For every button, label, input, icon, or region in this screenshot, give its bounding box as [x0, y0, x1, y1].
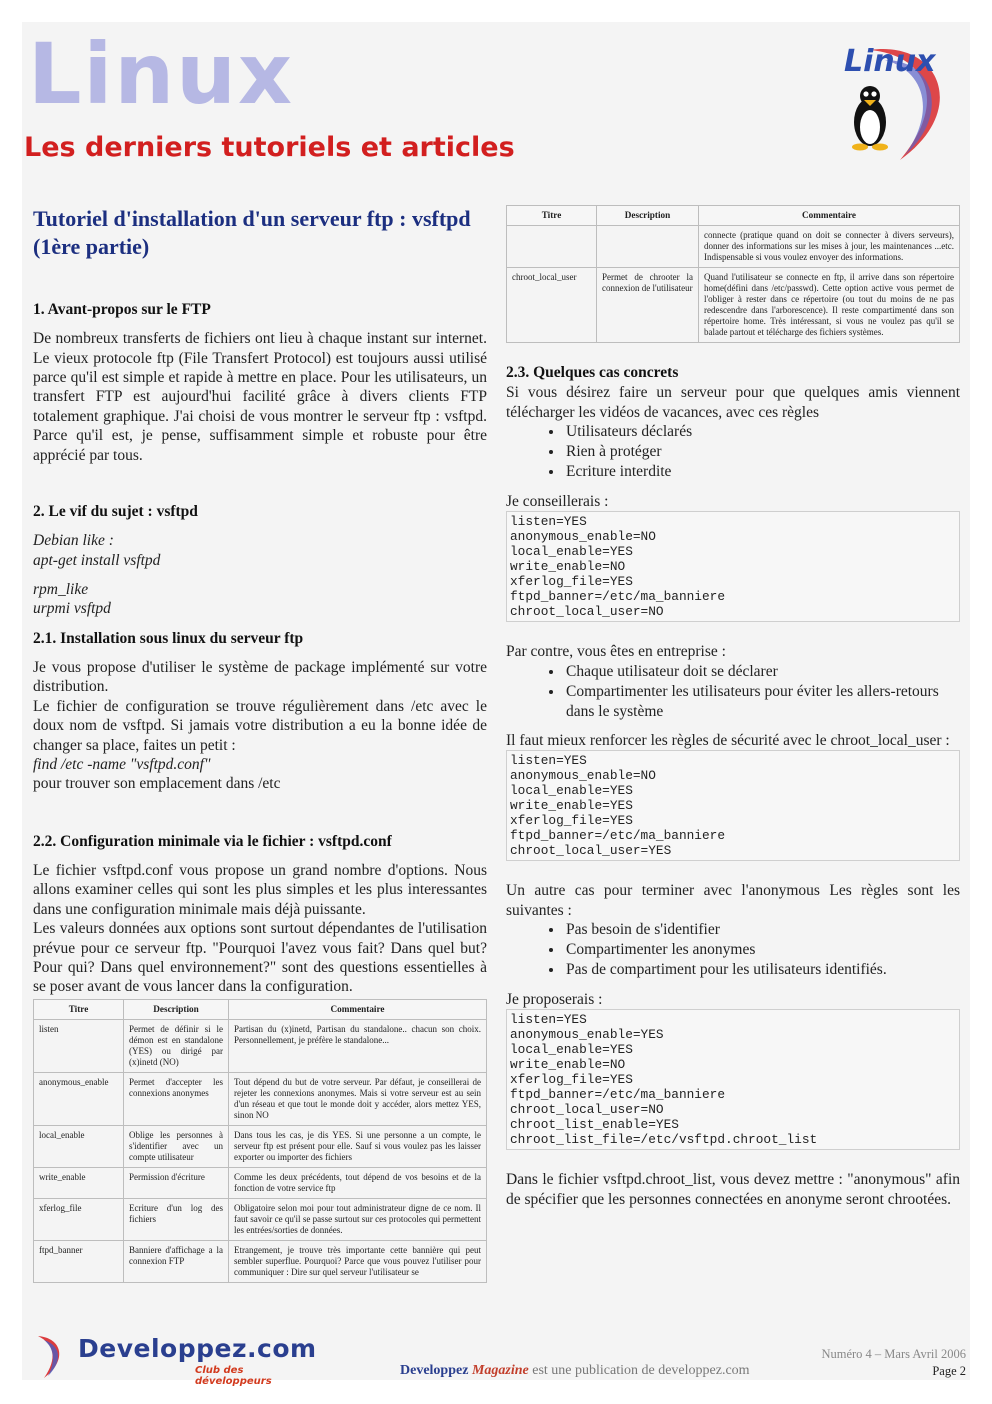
pub-magazine: Magazine: [471, 1363, 529, 1378]
table-cell-commentaire: Quand l'utilisateur se connecte en ftp, il arrive dans son répertoire home(défini dans /etc/passwd). Cette option active vous permet de l'obliger à rester dans ce répertoire (ou tout du moins de ne pas redescendre dans l'arborescence). Il reste compartimenté dans son répertoire home. Très intéressant, si vous ne voulez pas qu'il se balade partout et télécharge des fichiers systèmes.: [699, 268, 960, 343]
table-cell-description: Permet de chrooter la connexion de l'utilisateur: [597, 268, 699, 343]
logo-text: Linux: [844, 44, 936, 79]
section-2-2-para-2: Les valeurs données aux options sont surtout dépendantes de l'utilisation prévue pour ce serveur ftp. "Pourquoi l'avez vous fait? Dans quel but? Pour qui? Dans quel environnement?" sont des questions essentielles à se poser avant de vous lancer dans la configuration.: [33, 920, 487, 996]
section-2-3-intro: Si vous désirez faire un serveur pour que quelques amis viennent télécharger les vidéos de vacances, avec ces règles: [506, 384, 960, 421]
page-header: [22, 22, 970, 192]
developpez-logo-text: Developpez.com: [78, 1334, 317, 1363]
table-cell-titre: local_enable: [34, 1125, 124, 1167]
list-item: • Chaque utilisateur doit se déclarer: [564, 662, 960, 682]
section-2-3-heading: 2.3. Quelques cas concrets: [506, 364, 679, 381]
debian-label: Debian like :: [33, 532, 114, 550]
section-2-2-heading: 2.2. Configuration minimale via le fichier : vsftpd.conf: [33, 832, 392, 850]
table-cell-titre: listen: [34, 1019, 124, 1072]
table-header: Titre: [34, 999, 124, 1019]
table-cell-commentaire: Partisan du (x)inetd, Partisan du standalone.. chacun son choix. Personnellement, je préfère le standalone...: [229, 1019, 487, 1072]
section-2-1-heading: 2.1. Installation sous linux du serveur ftp: [33, 629, 304, 647]
table-row: [34, 1072, 487, 1125]
issue-number: Numéro 4 – Mars Avril 2006: [821, 1347, 966, 1361]
table-cell-commentaire: Tout dépend du but de votre serveur. Par défaut, je conseillerai de rejeter les connexions anonymes. Mais si votre serveur est au sein d'un réseau et que tout le monde doit y accéder, alors mettez YES, sinon NO: [229, 1072, 487, 1125]
rpm-command: urpmi vsftpd: [33, 600, 111, 618]
table-cell-titre: write_enable: [34, 1167, 124, 1198]
table-cell-description: Banniere d'affichage a la connexion FTP: [124, 1240, 229, 1282]
pub-brand: Developpez: [400, 1363, 469, 1378]
article-title: Tutoriel d'installation d'un serveur ftp : vsftpd (1ère partie): [33, 206, 471, 259]
table-header: Titre: [507, 206, 597, 226]
options-table-right: [506, 205, 960, 343]
table-row: [34, 1167, 487, 1198]
list-item: • Compartimenter les utilisateurs pour éviter les allers-retours dans le système: [564, 682, 960, 722]
page-number: Page 2: [932, 1364, 966, 1378]
table-cell-description: Oblige les personnes à s'identifier avec un compte utilisateur: [124, 1125, 229, 1167]
table-header-row: [507, 206, 960, 226]
table-cell-description: Permission d'écriture: [124, 1167, 229, 1198]
pub-rest: est une publication de developpez.com: [532, 1363, 750, 1378]
penguin-icon: [852, 86, 888, 151]
config-code-block-1: listen=YES anonymous_enable=NO local_enable=YES write_enable=NO xferlog_file=YES ftpd_banner=/etc/ma_banniere chroot_local_user=NO: [506, 511, 960, 622]
table-cell-titre: anonymous_enable: [34, 1072, 124, 1125]
left-column: [33, 205, 487, 1283]
find-command: find /etc -name "vsftpd.conf": [33, 755, 211, 773]
table-cell-description: Permet de définir si le démon est en standalone (YES) ou dirigé par (x)inetd (NO): [124, 1019, 229, 1072]
table-header: Commentaire: [229, 999, 487, 1019]
reinforce-text: Il faut mieux renforcer les règles de sécurité avec le chroot_local_user :: [506, 731, 950, 749]
section-2-1-para-2: Le fichier de configuration se trouve régulièrement dans /etc avec le doux nom de vsftpd. Si jamais votre distribution a eu la bonne idée de changer sa place, faites un petit :: [33, 697, 487, 754]
table-cell-commentaire: Obligatoire selon moi pour tout administrateur digne de ce nom. Il faut savoir ce qu'il se passe surtout sur ces protocoles qui permettent les entrées/sorties de données.: [229, 1198, 487, 1240]
table-row: [34, 1240, 487, 1282]
developpez-logo: [32, 1332, 317, 1387]
table-header: Description: [124, 999, 229, 1019]
debian-command: apt-get install vsftpd: [33, 551, 161, 569]
club-tagline: Club des développeurs: [195, 1365, 272, 1387]
rules-list-friends: [506, 422, 960, 482]
table-cell-commentaire: Etrangement, je trouve très importante cette bannière qui peut sembler superflue. Pourquoi? Parce que vous pouvez l'utiliser pour communiquer : Dire sur quel serveur l'utilisateur se: [229, 1240, 487, 1282]
list-item: • Utilisateurs déclarés: [564, 422, 960, 442]
rules-list-enterprise: [506, 662, 960, 722]
table-row: [34, 1019, 487, 1072]
table-cell-commentaire: connecte (pratique quand on doit se connecter à divers serveurs), donner des informations sur les mises à jour, les maintenances ...etc. Indispensable si vous voulez envoyer des informations.: [699, 226, 960, 268]
config-code-block-3: listen=YES anonymous_enable=YES local_enable=YES write_enable=NO xferlog_file=YES ftpd_banner=/etc/ma_banniere chroot_local_user=NO chroot_list_enable=YES chroot_list_file=/etc/vsftpd.chroot_list: [506, 1009, 960, 1150]
right-column: [506, 205, 960, 1209]
brand-title: Linux: [28, 25, 295, 123]
list-item: • Rien à protéger: [564, 442, 960, 462]
section-subtitle: Les derniers tutoriels et articles: [24, 132, 515, 163]
advise-text: Je conseillerais :: [506, 492, 609, 510]
table-cell-titre: xferlog_file: [34, 1198, 124, 1240]
table-cell-description: [597, 226, 699, 268]
swoosh-icon: [32, 1332, 72, 1380]
rpm-label: rpm_like: [33, 580, 89, 598]
table-cell-titre: ftpd_banner: [34, 1240, 124, 1282]
enterprise-text: Par contre, vous êtes en entreprise :: [506, 643, 726, 661]
table-cell-commentaire: Dans tous les cas, je dis YES. Si une personne a un compte, le serveur ftp est présent pour elle. Sauf si vous voulez pas les laisser exporter ou importer des fichiers: [229, 1125, 487, 1167]
list-item: • Pas besoin de s'identifier: [564, 920, 960, 940]
table-row: [507, 268, 960, 343]
section-1-heading: 1. Avant-propos sur le FTP: [33, 301, 211, 318]
section-2-1-para-3: pour trouver son emplacement dans /etc: [33, 775, 281, 793]
table-row: [507, 226, 960, 268]
anonymous-case-text: Un autre cas pour terminer avec l'anonymous Les règles sont les suivantes :: [506, 882, 960, 919]
table-cell-titre: [507, 226, 597, 268]
linux-logo: [830, 30, 960, 170]
table-row: [34, 1125, 487, 1167]
propose-text: Je proposerais :: [506, 990, 603, 1008]
table-row: [34, 1198, 487, 1240]
table-header: Description: [597, 206, 699, 226]
section-2-2-para-1: Le fichier vsftpd.conf vous propose un grand nombre d'options. Nous allons examiner celles qui sont les plus simples et les plus interessantes dans une configuration minimale mais déjà puissante.: [33, 861, 487, 918]
options-table-left: [33, 999, 487, 1283]
table-cell-titre: chroot_local_user: [507, 268, 597, 343]
final-text: Dans le fichier vsftpd.chroot_list, vous devez mettre : "anonymous" afin de spécifier que les personnes connectées en anonyme seront chrootées.: [506, 1171, 960, 1208]
config-code-block-2: listen=YES anonymous_enable=NO local_enable=YES write_enable=YES xferlog_file=YES ftpd_banner=/etc/ma_banniere chroot_local_user=YES: [506, 750, 960, 861]
page-footer: [22, 1330, 970, 1387]
section-1-text: De nombreux transferts de fichiers ont lieu à chaque instant sur internet. Le vieux protocole ftp (File Transfert Protocol) est toujours aussi utilisé parce qu'il est simple et rapide à mettre en place. Pour les utilisateurs, un transfert FTP est aujourd'hui facilité grâce à divers clients FTP totalement graphique. J'ai choisi de vous montrer le serveur ftp : vsftpd. Parce qu'il est, je pense, suffisamment simple et robuste pour être apprécié par tous.: [33, 330, 487, 464]
table-header: Commentaire: [699, 206, 960, 226]
publication-line: [400, 1363, 750, 1379]
table-cell-description: Permet d'accepter les connexions anonymes: [124, 1072, 229, 1125]
list-item: • Ecriture interdite: [564, 462, 960, 482]
table-cell-commentaire: Comme les deux précédents, tout dépend de vos besoins et de la fonction de votre service ftp: [229, 1167, 487, 1198]
table-header-row: [34, 999, 487, 1019]
list-item: • Compartimenter les anonymes: [564, 940, 960, 960]
section-2-heading: 2. Le vif du sujet : vsftpd: [33, 502, 198, 520]
rules-list-anonymous: [506, 920, 960, 980]
section-2-1-para-1: Je vous propose d'utiliser le système de package implémenté sur votre distribution.: [33, 658, 487, 696]
list-item: • Pas de compartiment pour les utilisateurs identifiés.: [564, 960, 960, 980]
table-cell-description: Ecriture d'un log des fichiers: [124, 1198, 229, 1240]
